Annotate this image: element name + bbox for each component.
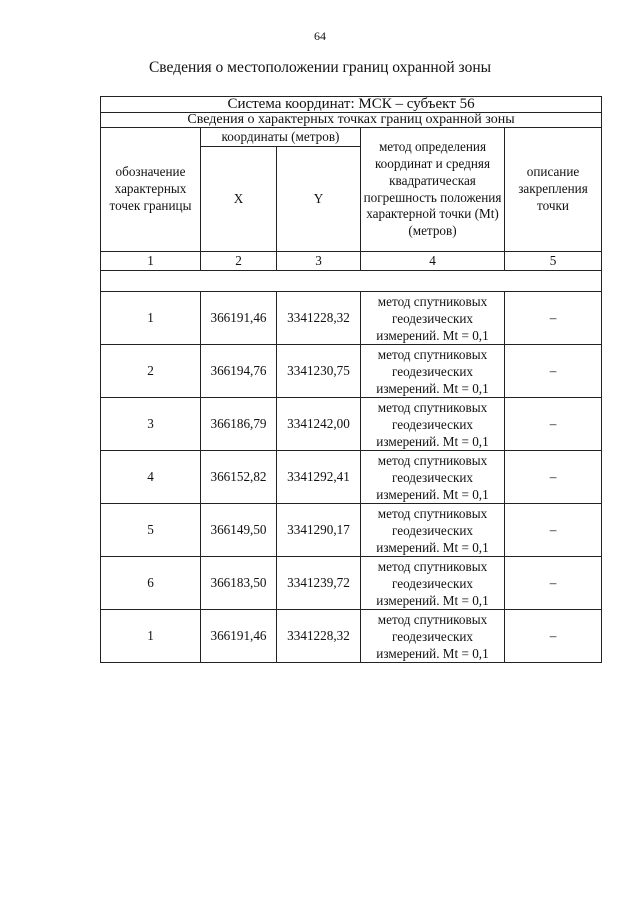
column-numbers-row [101, 252, 602, 271]
table-row [101, 557, 602, 610]
header-row [101, 128, 602, 147]
method-cell: метод спутниковых геодезических измерений. Mt = 0,1 [361, 398, 505, 451]
description-cell: – [505, 398, 602, 451]
method-cell: метод спутниковых геодезических измерений. Mt = 0,1 [361, 292, 505, 345]
point-cell: 6 [101, 557, 201, 610]
point-cell: 4 [101, 451, 201, 504]
y-cell: 3341228,32 [277, 292, 361, 345]
point-cell: 3 [101, 398, 201, 451]
method-cell: метод спутниковых геодезических измерений. Mt = 0,1 [361, 451, 505, 504]
column-number: 1 [101, 252, 201, 271]
header-y: Y [277, 147, 361, 252]
header-x: X [201, 147, 277, 252]
coordinate-system-label: Система координат: МСК – субъект 56 [101, 97, 602, 113]
x-cell: 366191,46 [201, 292, 277, 345]
header-description: описание закрепления точки [505, 128, 602, 252]
x-cell: 366186,79 [201, 398, 277, 451]
y-cell: 3341239,72 [277, 557, 361, 610]
x-cell: 366194,76 [201, 345, 277, 398]
x-cell: 366152,82 [201, 451, 277, 504]
x-cell: 366149,50 [201, 504, 277, 557]
description-cell: – [505, 557, 602, 610]
description-cell: – [505, 610, 602, 663]
description-cell: – [505, 292, 602, 345]
x-cell: 366183,50 [201, 557, 277, 610]
point-cell: 1 [101, 292, 201, 345]
y-cell: 3341242,00 [277, 398, 361, 451]
method-cell: метод спутниковых геодезических измерений. Mt = 0,1 [361, 504, 505, 557]
spacer-row [101, 271, 602, 292]
y-cell: 3341230,75 [277, 345, 361, 398]
table-row [101, 345, 602, 398]
y-cell: 3341290,17 [277, 504, 361, 557]
column-number: 5 [505, 252, 602, 271]
method-cell: метод спутниковых геодезических измерений. Mt = 0,1 [361, 345, 505, 398]
column-number: 3 [277, 252, 361, 271]
column-number: 2 [201, 252, 277, 271]
point-cell: 5 [101, 504, 201, 557]
column-number: 4 [361, 252, 505, 271]
boundary-points-table [100, 96, 602, 663]
description-cell: – [505, 451, 602, 504]
header-point: обозначение характерных точек границы [101, 128, 201, 252]
spacer-cell [101, 271, 602, 292]
y-cell: 3341228,32 [277, 610, 361, 663]
document-title: Сведения о местоположении границ охранной зоны [148, 59, 492, 76]
header-method: метод определения координат и средняя квадратическая погрешность положения характерной точки (Mt) (метров) [361, 128, 505, 252]
section-title-label: Сведения о характерных точках границ охранной зоны [101, 113, 602, 128]
description-cell: – [505, 345, 602, 398]
header-coordinates: координаты (метров) [201, 128, 361, 147]
section-title-row [101, 113, 602, 128]
y-cell: 3341292,41 [277, 451, 361, 504]
method-cell: метод спутниковых геодезических измерений. Mt = 0,1 [361, 610, 505, 663]
table-row [101, 610, 602, 663]
method-cell: метод спутниковых геодезических измерений. Mt = 0,1 [361, 557, 505, 610]
point-cell: 2 [101, 345, 201, 398]
description-cell: – [505, 504, 602, 557]
coordinate-system-row [101, 97, 602, 113]
point-cell: 1 [101, 610, 201, 663]
table-row [101, 504, 602, 557]
table-row [101, 292, 602, 345]
x-cell: 366191,46 [201, 610, 277, 663]
table-row [101, 451, 602, 504]
table-row [101, 398, 602, 451]
page-number: 64 [314, 29, 326, 43]
